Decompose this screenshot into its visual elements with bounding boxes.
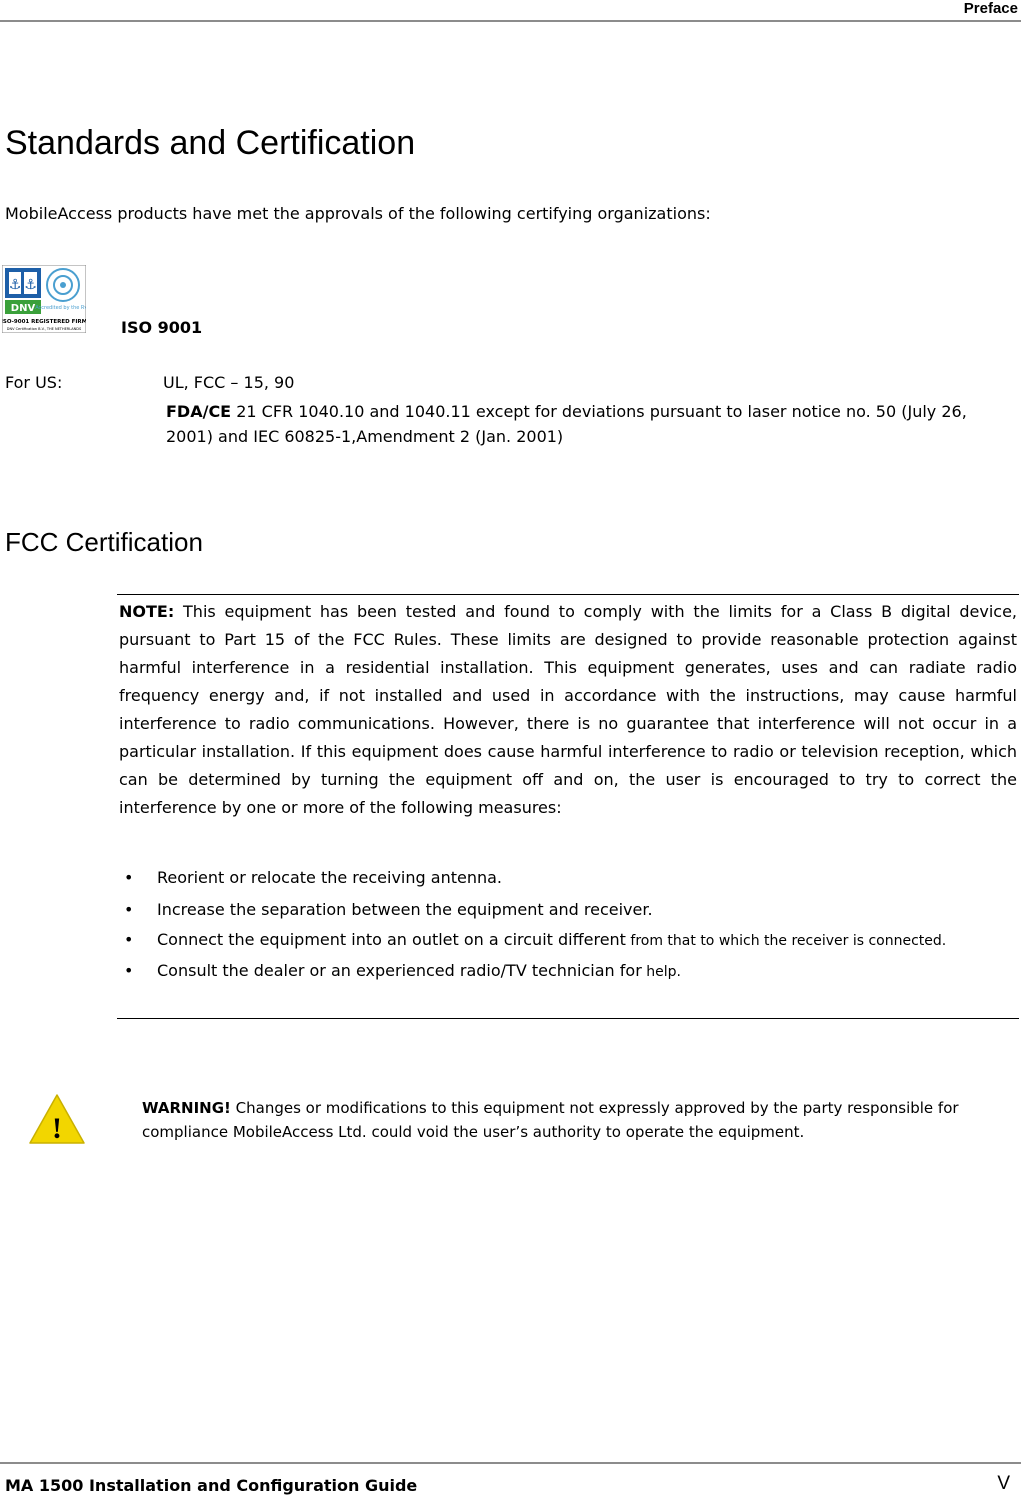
footer-title: MA 1500 Installation and Configuration Guide: [5, 1476, 418, 1495]
iso-certification-logo: [2, 265, 86, 333]
accredited-text: Accredited by the RvA: [35, 305, 86, 311]
warning-text: Changes or modifications to this equipment not expressly approved by the party responsible for compliance MobileAccess Ltd. could void the user’s authority to operate the equipment.: [142, 1099, 959, 1141]
footer-rule: [0, 1462, 1021, 1464]
bullet-icon: •: [124, 930, 134, 949]
fda-ce-text: 21 CFR 1040.10 and 1040.11 except for deviations pursuant to laser notice no. 50 (July 26, 2001) and IEC 60825-1,Amendment 2 (Jan. 2001): [166, 402, 967, 446]
bullet-icon: •: [124, 900, 134, 919]
list-item: • Increase the separation between the equipment and receiver.: [119, 898, 1017, 922]
bullet-icon: •: [124, 961, 134, 980]
page-number: V: [997, 1473, 1010, 1494]
note-label: NOTE:: [119, 602, 175, 621]
svg-text:!: !: [52, 1112, 62, 1145]
list-item: • Connect the equipment into an outlet on a circuit different from that to which the receiver is connected.: [124, 930, 947, 949]
fda-ce-paragraph: [166, 399, 1018, 449]
fcc-note-paragraph: [119, 598, 1017, 822]
note-top-rule: [117, 594, 1019, 595]
note-text: This equipment has been tested and found to comply with the limits for a Class B digital device, pursuant to Part 15 of the FCC Rules. These limits are designed to provide reasonable protection against harmful interference in a residential installation. This equipment generates, uses and can radiate radio frequency energy and, if not installed and used in accordance with the instructions, may cause harmful interference to radio communications. However, there is no guarantee that interference will not occur in a particular installation. If this equipment does cause harmful interference to radio or television reception, which can be determined by turning the equipment off and on, the user is encouraged to try to correct the interference by one or more of the following measures:: [119, 602, 1017, 817]
certification-body-text: DNV Certification B.V., THE NETHERLANDS: [6, 327, 82, 331]
svg-text:⚓: ⚓: [24, 277, 37, 293]
warning-icon: [28, 1093, 86, 1145]
warning-label: WARNING!: [142, 1099, 231, 1117]
bullet-icon: •: [124, 868, 134, 887]
note-bottom-rule: [117, 1018, 1019, 1019]
iso-label: ISO 9001: [121, 318, 203, 337]
for-us-label: For US:: [5, 373, 63, 392]
registered-firm-text: ISO-9001 REGISTERED FIRM: [2, 319, 86, 325]
intro-paragraph: MobileAccess products have met the approvals of the following certifying organizations:: [5, 204, 711, 223]
fda-ce-label: FDA/CE: [166, 402, 232, 421]
dnv-text: DNV: [10, 303, 36, 314]
warning-paragraph: [142, 1096, 1018, 1144]
list-item: • Reorient or relocate the receiving antenna.: [119, 866, 1017, 890]
header-rule: [0, 20, 1021, 22]
list-item: • Consult the dealer or an experienced radio/TV technician for help.: [119, 959, 1017, 984]
section-title-standards: Standards and Certification: [5, 124, 416, 162]
svg-text:⚓: ⚓: [8, 277, 22, 293]
measures-list: [119, 866, 1017, 992]
ul-fcc-line: UL, FCC – 15, 90: [163, 373, 295, 392]
section-title-fcc: FCC Certification: [5, 527, 203, 557]
running-header: Preface: [963, 0, 1018, 17]
